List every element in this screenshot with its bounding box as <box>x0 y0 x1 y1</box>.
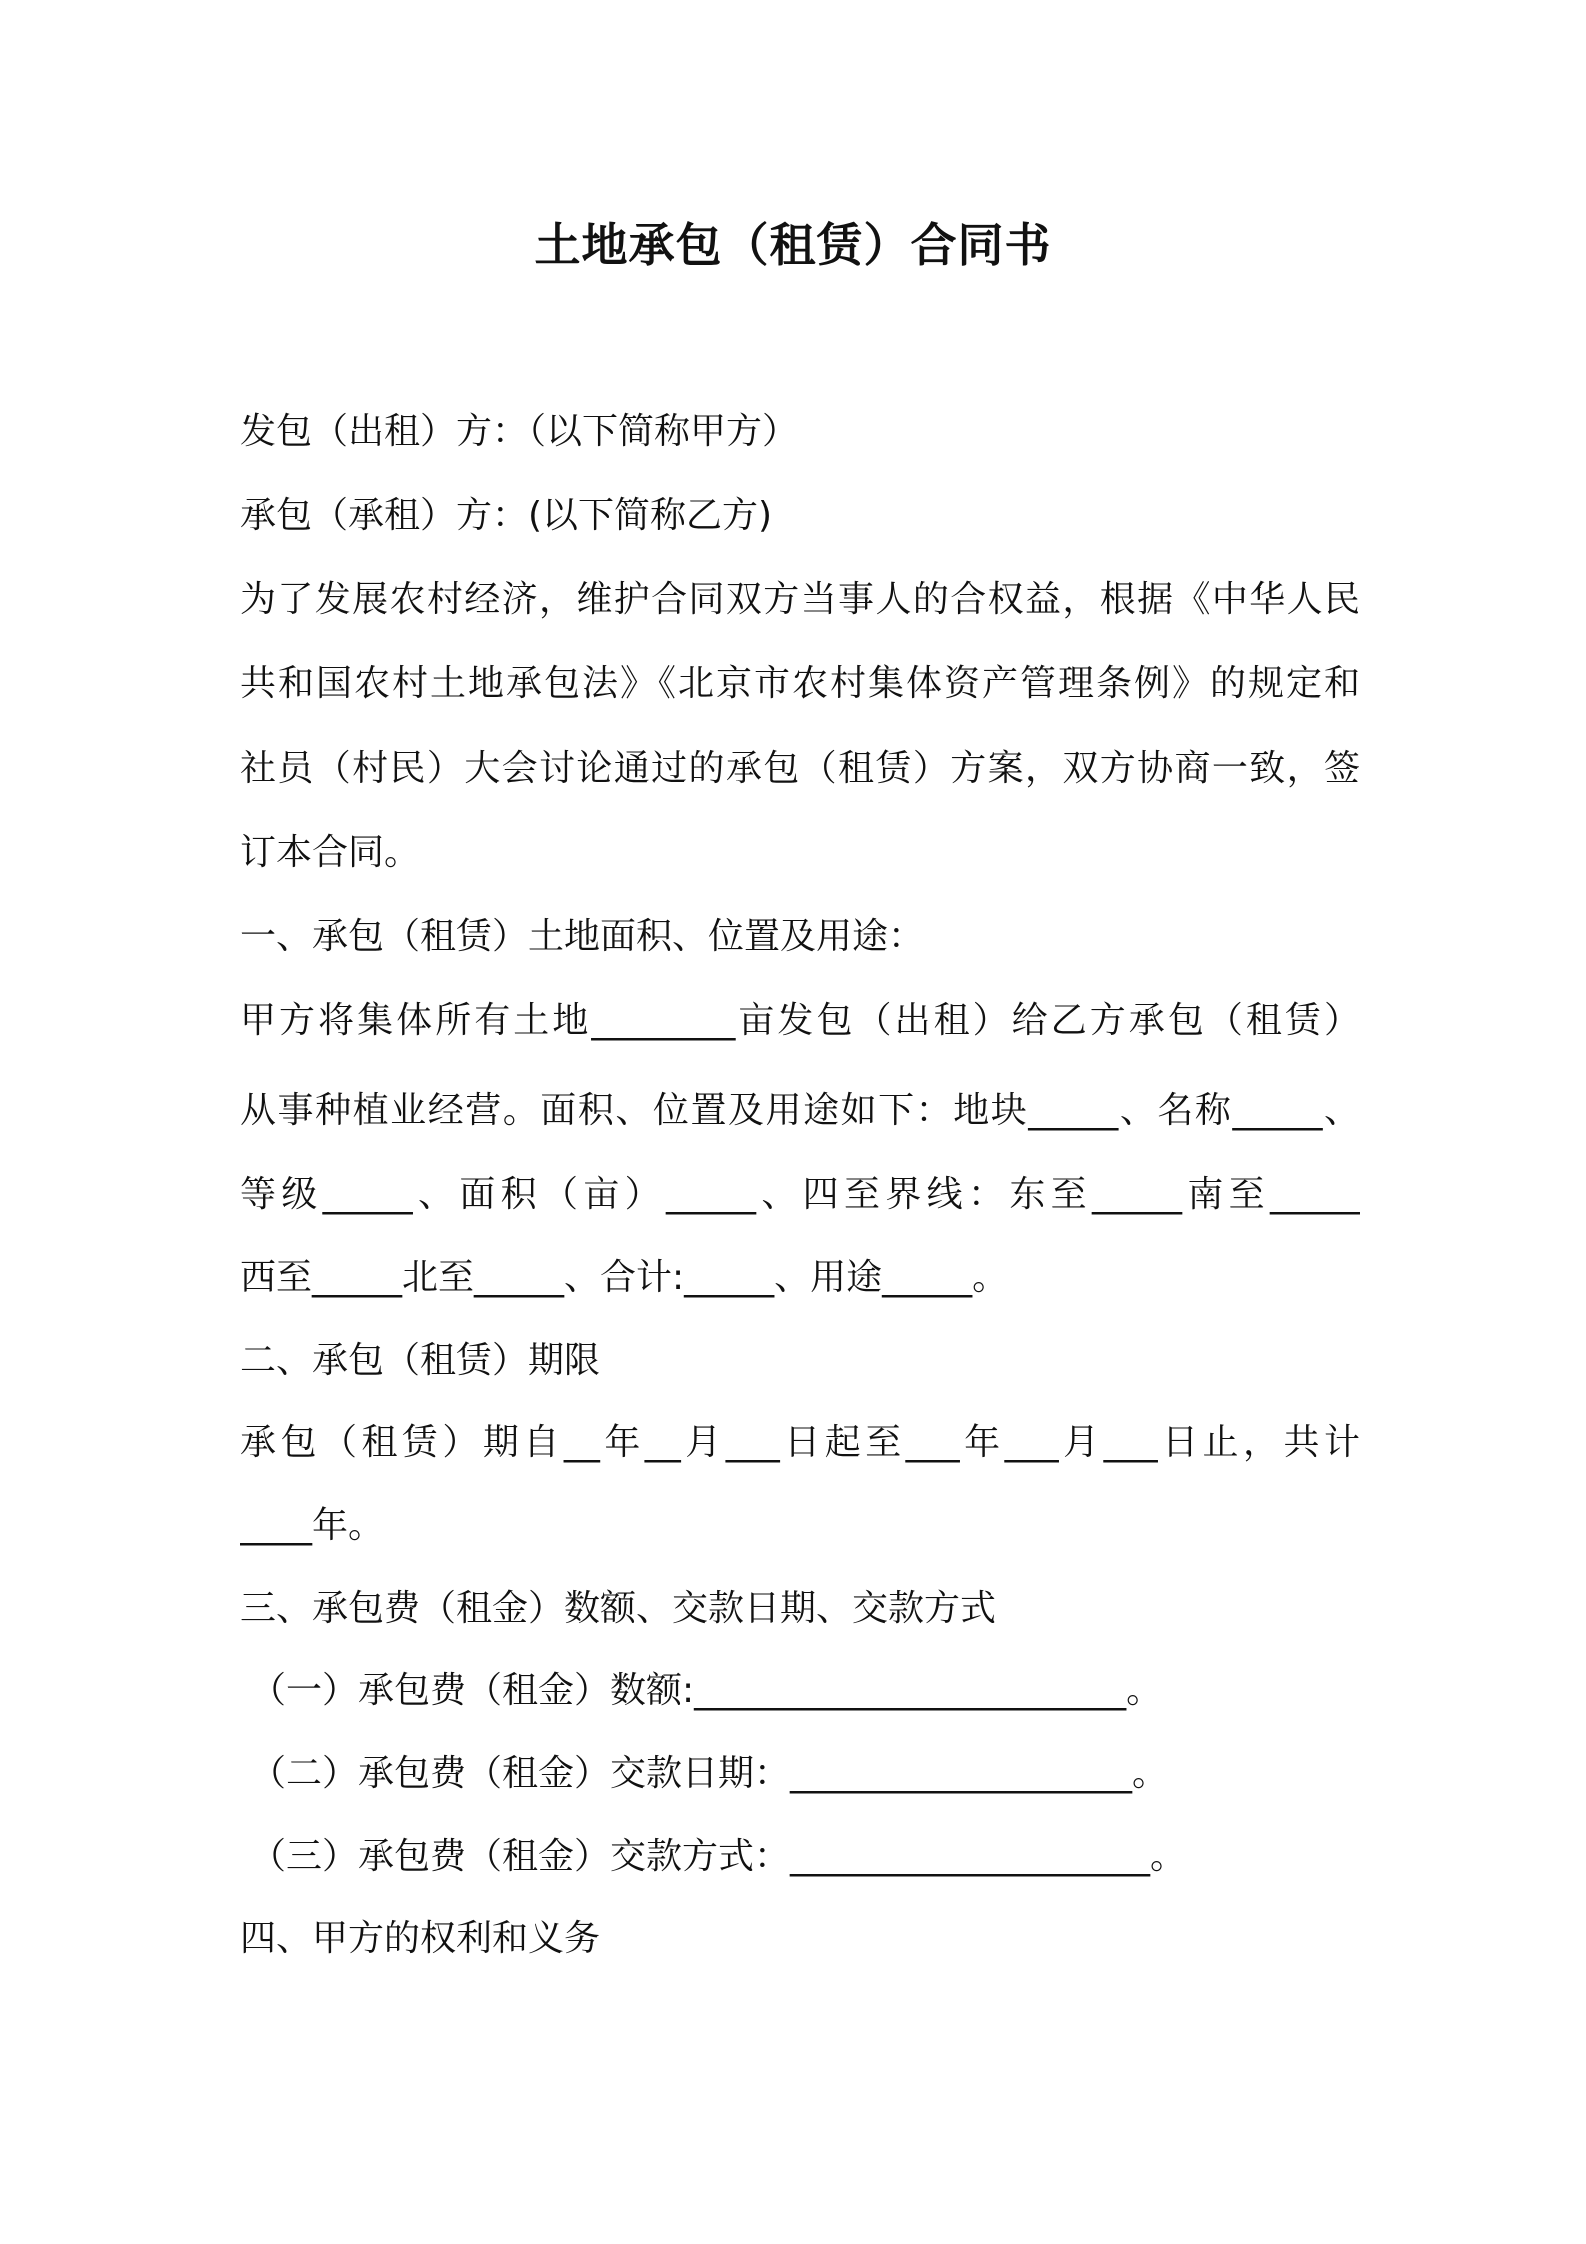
party-a-line: 发包（出租）方：（以下简称甲方） <box>240 411 799 452</box>
section-4-heading: 四、甲方的权利和义务 <box>240 1918 601 1959</box>
section-2-line-2: ____年。 <box>240 1505 385 1546</box>
section-3-heading: 三、承包费（租金）数额、交款日期、交款方式 <box>240 1588 997 1629</box>
preamble-line-3: 社员（村民）大会讨论通过的承包（租赁）方案，双方协商一致，签 <box>240 748 1360 789</box>
section-1-line-2: 从事种植业经营。面积、位置及用途如下：地块_____、名称_____、 <box>240 1090 1360 1131</box>
section-1-line-1: 甲方将集体所有土地________亩发包（出租）给乙方承包（租赁） <box>240 1000 1360 1041</box>
document-title: 土地承包（租赁）合同书 <box>534 218 1052 272</box>
section-2-heading: 二、承包（租赁）期限 <box>240 1340 601 1381</box>
preamble-line-4: 订本合同。 <box>240 832 421 873</box>
section-3-item-1: （一）承包费（租金）数额:________________________。 <box>250 1670 1163 1711</box>
section-2-line-1: 承包（租赁）期自__年__月___日起至___年___月___日止，共计 <box>240 1422 1360 1463</box>
preamble-line-1: 为了发展农村经济，维护合同双方当事人的合权益，根据《中华人民 <box>240 579 1360 620</box>
section-3-item-2: （二）承包费（租金）交款日期：___________________。 <box>250 1753 1169 1794</box>
preamble-line-2: 共和国农村土地承包法》《北京市农村集体资产管理条例》的规定和 <box>240 663 1360 704</box>
section-3-item-3: （三）承包费（租金）交款方式：____________________。 <box>250 1836 1187 1877</box>
section-1-heading: 一、承包（租赁）土地面积、位置及用途： <box>240 916 925 957</box>
party-b-line: 承包（承租）方：(以下简称乙方) <box>240 495 773 536</box>
section-1-line-4: 西至_____北至_____、合计:_____、用途_____。 <box>240 1257 1009 1298</box>
section-1-line-3: 等级_____、面积（亩）_____、四至界线：东至_____南至_____ <box>240 1174 1360 1215</box>
